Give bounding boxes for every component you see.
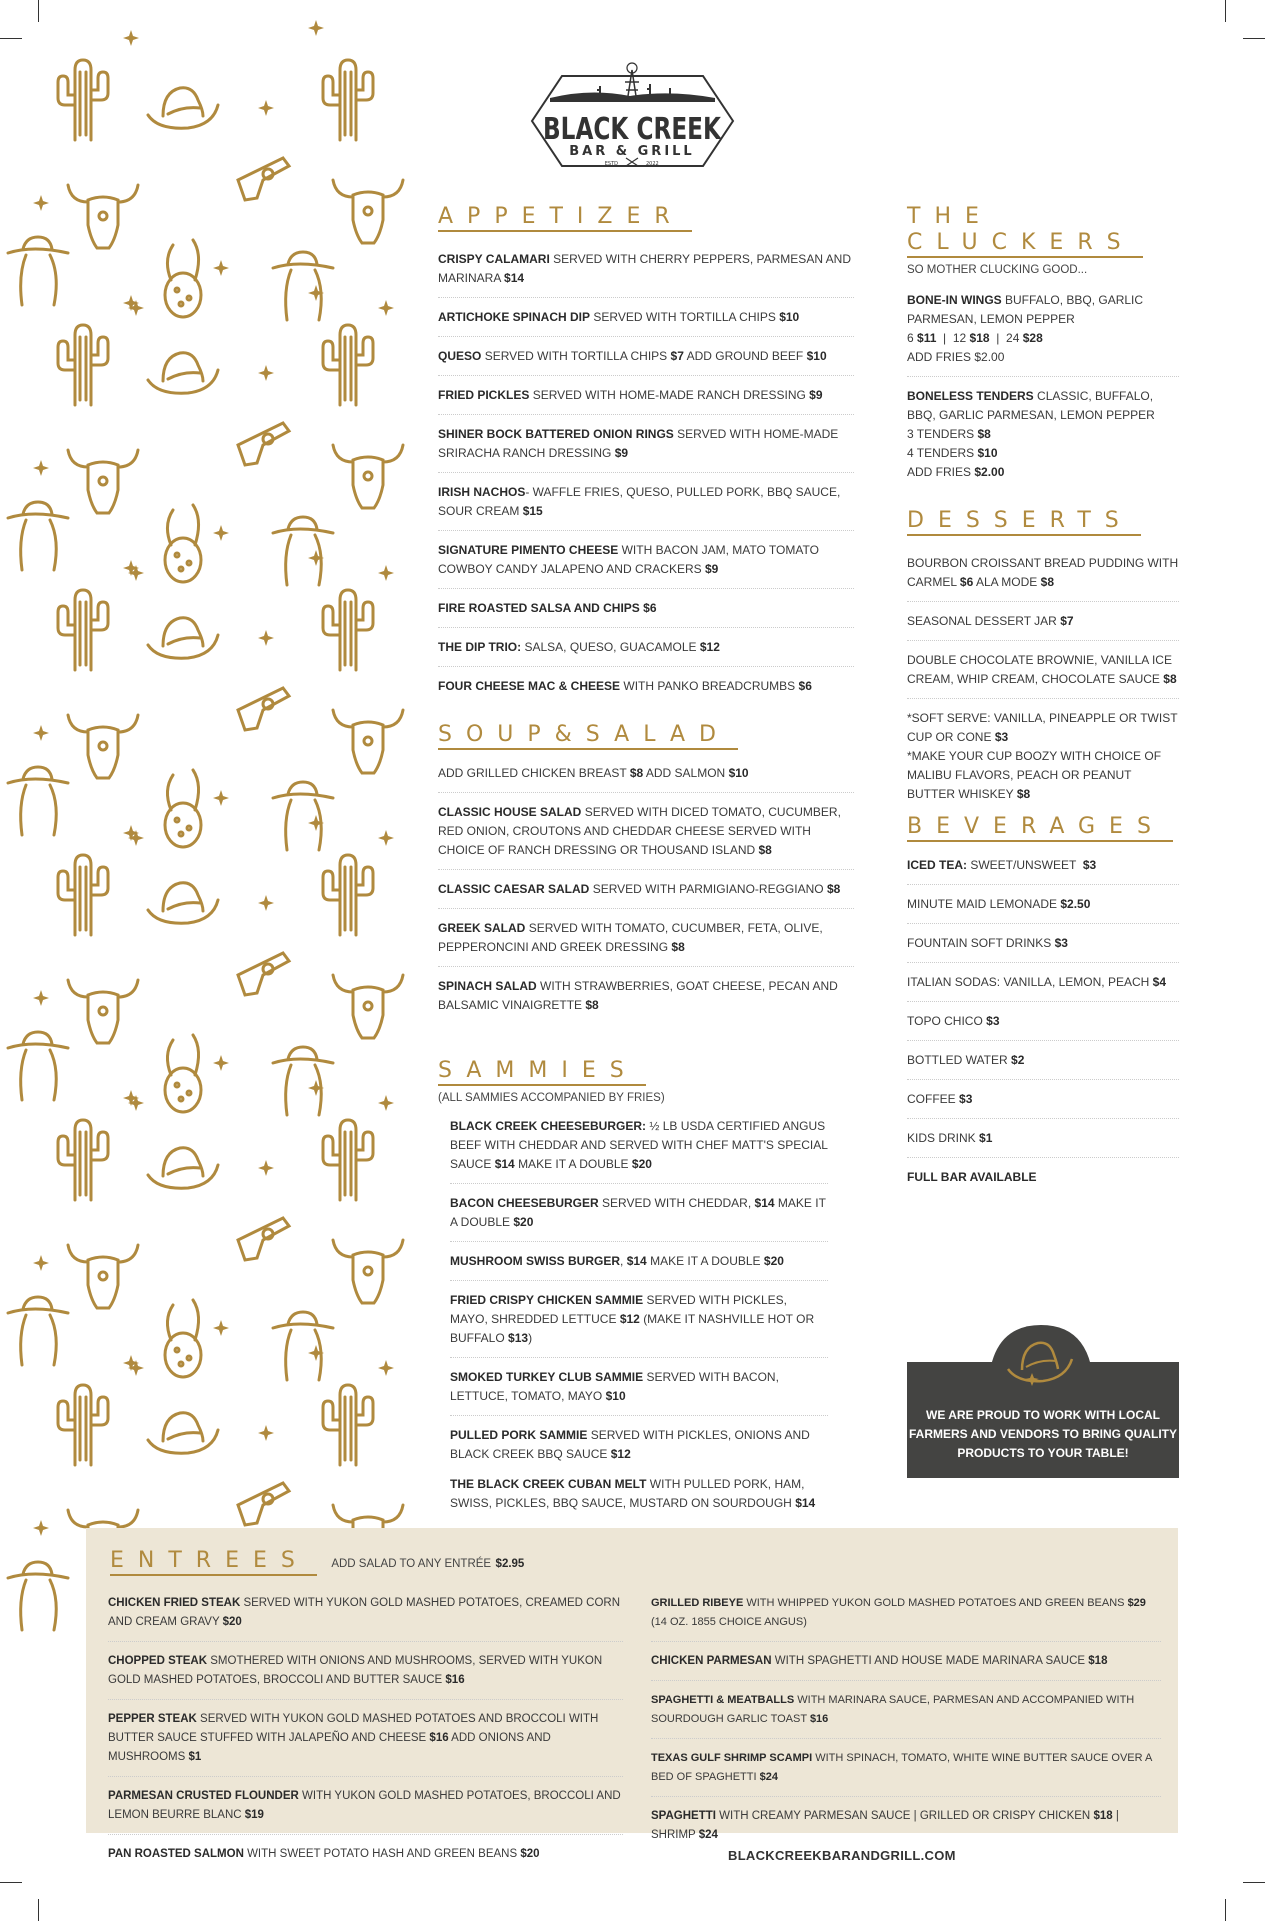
menu-item — [450, 1107, 828, 1184]
section-title: SOUP&SALAD — [438, 722, 738, 750]
section-title: ENTREES — [110, 1548, 317, 1576]
item-name: BLACK CREEK CHEESEBURGER: — [450, 1119, 647, 1133]
item-desc-tail: ) — [528, 1331, 533, 1345]
menu-item — [907, 1080, 1179, 1119]
item-desc: BOTTLED WATER — [907, 1053, 1008, 1067]
menu-item — [651, 1739, 1161, 1797]
menu-item — [438, 667, 854, 705]
item-desc: SERVED WITH TOMATO, CUCUMBER, FETA, OLIVE, PEPPERONCINI AND GREEK DRESSING — [438, 921, 823, 954]
cluckers-section — [907, 204, 1179, 491]
menu-item — [907, 699, 1179, 813]
item-desc: SERVED WITH PICKLES, MAYO, SHREDDED LETTUCE — [450, 1293, 787, 1326]
item-price: $16 — [445, 1674, 465, 1686]
item-desc: SALSA, QUESO, GUACAMOLE — [524, 640, 697, 654]
item-price-extra: $24 — [698, 1829, 718, 1841]
menu-item — [438, 473, 854, 531]
menu-item — [450, 1416, 828, 1473]
item-price: $18 — [969, 331, 990, 345]
item-name: TEXAS GULF SHRIMP SCAMPI — [651, 1752, 813, 1764]
item-name: SPAGHETTI & MEATBALLS — [651, 1694, 795, 1706]
item-name: PEPPER STEAK — [108, 1713, 197, 1725]
item-price: $9 — [809, 388, 823, 402]
item-price: $24 — [759, 1771, 778, 1783]
menu-item — [108, 1584, 623, 1642]
menu-item — [651, 1681, 1161, 1739]
menu-item — [450, 1358, 828, 1416]
banner-text: WE ARE PROUD TO WORK WITH LOCAL FARMERS AND VENDORS TO BRING QUALITY PRODUCTS TO YOUR TABLE! — [908, 1408, 1177, 1460]
menu-item — [907, 1041, 1179, 1080]
section-tagline: SO MOTHER CLUCKING GOOD... — [907, 264, 1088, 276]
qty: 3 TENDERS — [907, 427, 975, 441]
item-desc: SWEET/UNSWEET — [970, 858, 1077, 872]
item-price: $10 — [605, 1389, 626, 1403]
item-price: $6 — [643, 601, 657, 615]
item-desc: WITH SPAGHETTI AND HOUSE MADE MARINARA SAUCE — [774, 1655, 1086, 1667]
brand-name: BLACK CREEK — [543, 112, 723, 147]
addon-line — [438, 754, 854, 793]
item-price: $8 — [826, 882, 841, 896]
item-price: $15 — [522, 504, 543, 518]
item-price: $2 — [1011, 1053, 1025, 1067]
menu-item — [651, 1797, 1161, 1854]
menu-item — [438, 531, 854, 589]
item-desc: FOUNTAIN SOFT DRINKS — [907, 936, 1052, 950]
item-price: $8 — [671, 940, 685, 954]
item-desc-extra: (MAKE IT NASHVILLE HOT OR BUFFALO — [450, 1312, 815, 1345]
item-desc-extra: ADD ONIONS AND MUSHROOMS — [108, 1732, 551, 1763]
cowboy-hat-icon — [988, 1325, 1094, 1395]
soft-serve-cup: CUP OR CONE — [907, 730, 992, 744]
item-price: $19 — [244, 1809, 264, 1821]
menu-item — [438, 589, 854, 628]
addon-b: ADD SALMON — [645, 766, 726, 780]
crop-mark — [1225, 0, 1226, 22]
crop-mark — [1243, 1882, 1265, 1883]
item-price: $14 — [494, 1157, 515, 1171]
item-name: CHOPPED STEAK — [108, 1655, 208, 1667]
item-price: $29 — [1127, 1597, 1146, 1609]
item-name: GREEK SALAD — [438, 921, 526, 935]
item-price: $12 — [699, 640, 720, 654]
add-salad-price: $2.95 — [495, 1558, 525, 1570]
item-desc: SERVED WITH CHERRY PEPPERS, PARMESAN AND MARINARA — [438, 252, 851, 285]
item-price: $18 — [1088, 1655, 1108, 1667]
item-name: PAN ROASTED SALMON — [108, 1848, 244, 1860]
menu-item — [907, 1119, 1179, 1158]
item-name: ARTICHOKE SPINACH DIP — [438, 310, 591, 324]
item-price: $3 — [959, 1092, 973, 1106]
section-note: (ALL SAMMIES ACCOMPANIED BY FRIES) — [438, 1092, 665, 1104]
menu-item — [907, 641, 1179, 699]
item-price-extra: $20 — [513, 1215, 534, 1229]
item-name: FRIED CRISPY CHICKEN SAMMIE — [450, 1293, 644, 1307]
item-price: $3 — [1082, 858, 1097, 872]
item-name: SPINACH SALAD — [438, 979, 537, 993]
item-name: FULL BAR AVAILABLE — [907, 1170, 1037, 1184]
add-fries: ADD FRIES — [907, 465, 972, 479]
item-desc: SERVED WITH PICKLES, ONIONS AND BLACK CREEK BBQ SAUCE — [450, 1428, 810, 1461]
menu-item — [907, 377, 1179, 491]
item-desc: , — [620, 1254, 624, 1268]
item-price: $14 — [795, 1496, 816, 1510]
item-name: CLASSIC CAESAR SALAD — [438, 882, 590, 896]
menu-item — [907, 544, 1179, 602]
item-price: $8 — [1016, 787, 1031, 801]
item-name: PARMESAN CRUSTED FLOUNDER — [108, 1790, 299, 1802]
item-name: FRIED PICKLES — [438, 388, 530, 402]
beverages-section — [907, 814, 1179, 1196]
item-price: $16 — [809, 1713, 829, 1725]
item-price: $8 — [1163, 672, 1177, 686]
item-desc: SERVED WITH PARMIGIANO-REGGIANO — [592, 882, 824, 896]
item-desc: TOPO CHICO — [907, 1014, 983, 1028]
menu-item — [907, 846, 1179, 885]
item-desc: SERVED WITH HOME-MADE RANCH DRESSING — [532, 388, 806, 402]
menu-item — [438, 870, 854, 909]
section-title: SAMMIES — [438, 1058, 646, 1086]
section-title-line2: CLUCKERS — [907, 230, 1143, 258]
section-title-line1: THE — [907, 204, 993, 229]
item-desc: SERVED WITH CHEDDAR, — [602, 1196, 752, 1210]
menu-item — [651, 1642, 1161, 1681]
item-price: $8 — [758, 843, 772, 857]
menu-item — [438, 298, 854, 337]
item-desc: SERVED WITH TORTILLA CHIPS — [593, 310, 776, 324]
crop-mark — [38, 1899, 39, 1921]
item-desc-extra: MAKE IT A DOUBLE — [518, 1157, 629, 1171]
item-price-extra: $20 — [631, 1157, 652, 1171]
menu-item — [438, 909, 854, 967]
item-name: SHINER BOCK BATTERED ONION RINGS — [438, 427, 674, 441]
addon-a: ADD GRILLED CHICKEN BREAST — [438, 766, 627, 780]
item-desc: WITH MARINARA SAUCE, PARMESAN AND ACCOMPANIED WITH SOURDOUGH GARLIC TOAST — [651, 1694, 1135, 1725]
menu-item — [108, 1642, 623, 1700]
brand-estd-label: ESTD — [604, 161, 618, 167]
item-price: $9 — [614, 446, 629, 460]
item-price: $2.00 — [974, 465, 1005, 479]
item-desc-extra: ALA MODE — [975, 575, 1038, 589]
item-desc-extra: (14 OZ. 1855 CHOICE ANGUS) — [651, 1616, 807, 1628]
menu-item — [438, 376, 854, 415]
item-price: $8 — [585, 998, 599, 1012]
item-price: $10 — [977, 446, 998, 460]
item-name: BONELESS TENDERS — [907, 389, 1034, 403]
item-price: $10 — [779, 310, 800, 324]
item-name: CHICKEN FRIED STEAK — [108, 1597, 241, 1609]
item-desc: WITH SPINACH, TOMATO, WHITE WINE BUTTER SAUCE OVER A BED OF SPAGHETTI — [651, 1752, 1152, 1783]
item-desc-extra: MAKE IT A DOUBLE — [450, 1196, 826, 1229]
item-name: BACON CHEESEBURGER — [450, 1196, 599, 1210]
menu-item — [450, 1473, 828, 1522]
item-price: $6 — [959, 575, 974, 589]
item-desc: WITH WHIPPED YUKON GOLD MASHED POTATOES AND GREEN BEANS — [746, 1597, 1125, 1609]
qty: 4 TENDERS — [907, 446, 975, 460]
item-price-extra: $8 — [1040, 575, 1055, 589]
item-desc-extra: ADD GROUND BEEF — [686, 349, 804, 363]
item-desc: WITH PANKO BREADCRUMBS — [623, 679, 796, 693]
item-price: $14 — [504, 271, 525, 285]
item-price: $3 — [994, 730, 1009, 744]
desserts-section — [907, 508, 1179, 813]
item-price: $20 — [222, 1616, 242, 1628]
item-desc: WITH CREAMY PARMESAN SAUCE | GRILLED OR CRISPY CHICKEN — [719, 1810, 1091, 1822]
item-name: IRISH NACHOS — [438, 485, 526, 499]
soft-serve: *SOFT SERVE: VANILLA, PINEAPPLE OR TWIST — [907, 711, 1178, 725]
item-desc-extra: MAKE IT A DOUBLE — [650, 1254, 761, 1268]
item-desc: ITALIAN SODAS: VANILLA, LEMON, PEACH — [907, 975, 1150, 989]
brand-estd-year: 2022 — [646, 161, 659, 167]
item-name: THE BLACK CREEK CUBAN MELT — [450, 1477, 647, 1491]
item-name: PULLED PORK SAMMIE — [450, 1428, 588, 1442]
menu-item: BONE-IN WINGS BUFFALO, BBQ, GARLIC PARMESAN, LEMON PEPPER 6 $11 | 12 $18 | 24 $28 ADD FRIES $2.00 — [907, 279, 1179, 377]
item-name: BONE-IN WINGS — [907, 293, 1002, 307]
item-desc: COFFEE — [907, 1092, 956, 1106]
item-desc-extra: | SHRIMP — [651, 1810, 1119, 1841]
item-price: $2.50 — [1060, 897, 1091, 911]
item-price: $1 — [979, 1131, 993, 1145]
menu-item — [438, 415, 854, 473]
menu-item — [450, 1184, 828, 1242]
menu-item — [438, 967, 854, 1024]
item-name: CLASSIC HOUSE SALAD — [438, 805, 582, 819]
item-price: $14 — [626, 1254, 647, 1268]
item-price: $9 — [704, 562, 719, 576]
item-desc: WITH SWEET POTATO HASH AND GREEN BEANS — [247, 1848, 518, 1860]
item-price-extra: $1 — [188, 1751, 202, 1763]
menu-item — [108, 1700, 623, 1777]
item-name: FIRE ROASTED SALSA AND CHIPS — [438, 601, 640, 615]
item-price: $6 — [798, 679, 812, 693]
menu-item — [438, 337, 854, 376]
soup-salad-section — [438, 722, 854, 1024]
item-name: ICED TEA: — [907, 858, 967, 872]
sammies-section — [438, 1058, 828, 1522]
addon-a-price: $8 — [629, 766, 644, 780]
menu-item — [438, 793, 854, 870]
section-title: APPETIZER — [438, 204, 692, 232]
boozy-note: *MAKE YOUR CUP BOOZY WITH CHOICE OF MALIBU FLAVORS, PEACH OR PEANUT BUTTER WHISKEY — [907, 749, 1162, 801]
item-desc: SERVED WITH YUKON GOLD MASHED POTATOES, CREAMED CORN AND CREAM GRAVY — [108, 1597, 621, 1628]
item-price: $18 — [1093, 1810, 1113, 1822]
menu-item — [450, 1281, 828, 1358]
item-desc: SERVED WITH DICED TOMATO, CUCUMBER, RED ONION, CROUTONS AND CHEDDAR CHEESE SERVED WITH CHOICE OF RANCH DRESSING OR THOUSAND ISLAND — [438, 805, 841, 857]
item-desc: - WAFFLE FRIES, QUESO, PULLED PORK, BBQ SAUCE, SOUR CREAM — [438, 485, 841, 518]
item-price: $11 — [917, 331, 937, 345]
item-desc: SMOTHERED WITH ONIONS AND MUSHROOMS, SERVED WITH YUKON GOLD MASHED POTATOES, BROCCOLI AND BUTTER SAUCE — [108, 1655, 603, 1686]
menu-item — [907, 885, 1179, 924]
item-desc: SERVED WITH BACON, LETTUCE, TOMATO, MAYO — [450, 1370, 779, 1403]
addon-b-price: $10 — [728, 766, 749, 780]
qty: 24 — [1006, 331, 1020, 345]
website-link[interactable]: BLACKCREEKBARANDGRILL.COM — [728, 1848, 956, 1863]
menu-item — [907, 1158, 1179, 1196]
qty: 12 — [952, 331, 967, 345]
item-name: CRISPY CALAMARI — [438, 252, 550, 266]
item-name: CHICKEN PARMESAN — [651, 1655, 772, 1667]
menu-item — [907, 924, 1179, 963]
item-price: $12 — [610, 1447, 631, 1461]
crop-mark — [0, 1882, 22, 1883]
western-pattern — [8, 10, 408, 1490]
menu-item — [907, 1002, 1179, 1041]
item-desc: BOURBON CROISSANT BREAD PUDDING WITH CARMEL — [907, 556, 1179, 589]
menu-item — [108, 1777, 623, 1835]
menu-item — [108, 1835, 623, 1873]
item-desc: WITH STRAWBERRIES, GOAT CHEESE, PECAN AND BALSAMIC VINAIGRETTE — [438, 979, 838, 1012]
item-price: $7 — [1060, 614, 1074, 628]
item-desc: MINUTE MAID LEMONADE — [907, 897, 1058, 911]
add-salad-note: ADD SALAD TO ANY ENTRÉE — [331, 1558, 492, 1570]
item-desc: DOUBLE CHOCOLATE BROWNIE, VANILLA ICE CREAM, WHIP CREAM, CHOCOLATE SAUCE — [907, 653, 1172, 686]
item-desc: SERVED WITH YUKON GOLD MASHED POTATOES AND BROCCOLI WITH BUTTER SAUCE STUFFED WITH JALAPEÑO AND CHEESE — [108, 1713, 599, 1744]
menu-item — [438, 240, 854, 298]
item-price-extra: $10 — [806, 349, 827, 363]
add-fries: ADD FRIES $2.00 — [907, 350, 1005, 364]
item-name: SMOKED TURKEY CLUB SAMMIE — [450, 1370, 644, 1384]
item-name: THE DIP TRIO: — [438, 640, 522, 654]
item-price-extra: $13 — [508, 1331, 529, 1345]
brand-logo — [530, 60, 735, 182]
item-price: $16 — [429, 1732, 449, 1744]
menu-item — [450, 1242, 828, 1281]
appetizer-section — [438, 204, 854, 705]
item-name: MUSHROOM SWISS BURGER — [450, 1254, 621, 1268]
item-price: $7 — [670, 349, 684, 363]
menu-item — [651, 1584, 1161, 1642]
item-desc: WITH PULLED PORK, HAM, SWISS, PICKLES, BBQ SAUCE, MUSTARD ON SOURDOUGH — [450, 1477, 805, 1510]
item-price: $12 — [619, 1312, 640, 1326]
item-name: GRILLED RIBEYE — [651, 1597, 744, 1609]
section-title: BEVERAGES — [907, 814, 1173, 842]
menu-item — [907, 963, 1179, 1002]
item-price: $8 — [977, 427, 991, 441]
item-price: $3 — [1054, 936, 1068, 950]
menu-item — [438, 628, 854, 667]
item-desc: WITH YUKON GOLD MASHED POTATOES, BROCCOLI AND LEMON BEURRE BLANC — [108, 1790, 621, 1821]
item-name: FOUR CHEESE MAC & CHEESE — [438, 679, 621, 693]
item-price-extra: $20 — [763, 1254, 784, 1268]
item-desc: SERVED WITH TORTILLA CHIPS — [484, 349, 668, 363]
brand-subtitle: BAR & GRILL — [569, 144, 695, 159]
crop-mark — [1243, 38, 1265, 39]
item-price: $28 — [1022, 331, 1043, 345]
menu-item — [907, 602, 1179, 641]
item-name: SIGNATURE PIMENTO CHEESE — [438, 543, 619, 557]
item-desc: CLASSIC, BUFFALO, BBQ, GARLIC PARMESAN, LEMON PEPPER — [907, 389, 1155, 422]
item-desc: ½ LB USDA CERTIFIED ANGUS BEEF WITH CHEDDAR AND SERVED WITH CHEF MATT'S SPECIAL SAUCE — [450, 1119, 828, 1171]
item-price: $14 — [754, 1196, 775, 1210]
item-name: QUESO — [438, 349, 482, 363]
item-desc: WITH BACON JAM, MATO TOMATO COWBOY CANDY JALAPENO AND CRACKERS — [438, 543, 819, 576]
item-name: SPAGHETTI — [651, 1810, 716, 1822]
item-desc: KIDS DRINK — [907, 1131, 976, 1145]
item-price: $20 — [520, 1848, 540, 1860]
qty: 6 — [907, 331, 914, 345]
item-price: $4 — [1152, 975, 1166, 989]
item-price: $3 — [986, 1014, 1000, 1028]
item-desc: BUFFALO, BBQ, GARLIC PARMESAN, LEMON PEPPER — [907, 293, 1144, 326]
item-desc: SEASONAL DESSERT JAR — [907, 614, 1057, 628]
item-desc: SERVED WITH HOME-MADE SRIRACHA RANCH DRESSING — [438, 427, 839, 460]
crop-mark — [1225, 1899, 1226, 1921]
section-title: DESSERTS — [907, 508, 1141, 536]
